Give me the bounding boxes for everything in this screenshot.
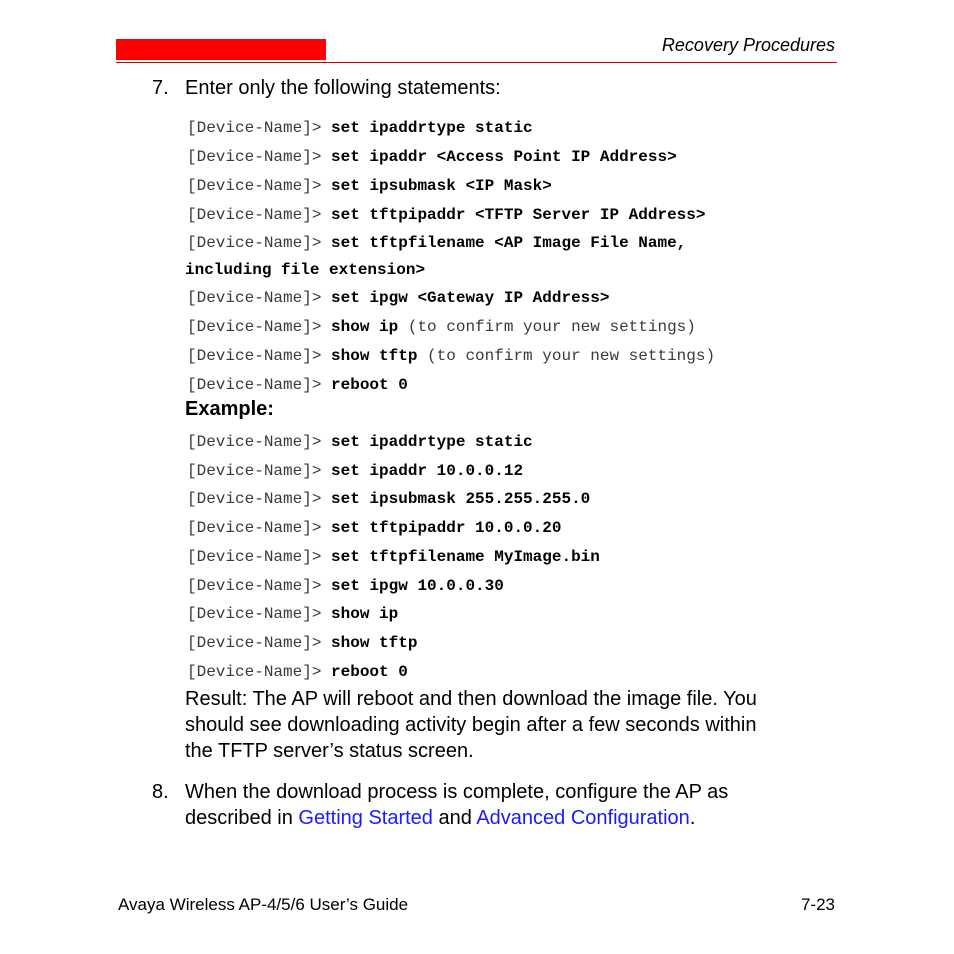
command-prompt: [Device-Name]>: [187, 318, 322, 336]
code-line: [187, 633, 417, 653]
step-8-text: .: [689, 807, 696, 829]
command-text: reboot 0: [321, 376, 408, 394]
command-prompt: [Device-Name]>: [187, 519, 322, 537]
command-comment: (to confirm your new settings): [417, 347, 716, 365]
command-text: show tftp: [321, 634, 418, 652]
step-8-number: 8.: [152, 781, 169, 803]
command-prompt: [Device-Name]>: [187, 206, 322, 224]
command-text: set tftpfilename <AP Image File Name,: [321, 234, 687, 252]
command-text: set ipaddr <Access Point IP Address>: [321, 148, 677, 166]
command-prompt: [Device-Name]>: [187, 462, 322, 480]
code-line: [187, 375, 408, 395]
command-text: set ipsubmask 255.255.255.0: [321, 490, 591, 508]
command-text: set tftpipaddr 10.0.0.20: [321, 519, 562, 537]
code-line: [187, 489, 590, 509]
command-prompt: [Device-Name]>: [187, 177, 322, 195]
code-line: [187, 147, 677, 167]
step-7-number: 7.: [152, 77, 169, 99]
code-line: [187, 432, 533, 452]
command-prompt: [Device-Name]>: [187, 433, 322, 451]
command-text: reboot 0: [321, 663, 408, 681]
command-prompt: [Device-Name]>: [187, 347, 322, 365]
step-7-text: Enter only the following statements:: [185, 77, 501, 99]
code-line: [187, 518, 561, 538]
step-8-line: [185, 805, 835, 831]
command-prompt: [Device-Name]>: [187, 234, 322, 252]
command-prompt: [Device-Name]>: [187, 605, 322, 623]
result-line: the TFTP server’s status screen.: [185, 740, 474, 762]
footer-doc-title: Avaya Wireless AP-4/5/6 User’s Guide: [118, 895, 409, 914]
code-line: [187, 346, 715, 366]
code-line: [187, 233, 686, 280]
command-text: show tftp: [321, 347, 418, 365]
command-prompt: [Device-Name]>: [187, 663, 322, 681]
command-text: show ip: [321, 318, 399, 336]
command-prompt: [Device-Name]>: [187, 148, 322, 166]
step-8-paragraph: [185, 779, 835, 831]
code-line: [187, 604, 398, 624]
code-line: [187, 662, 408, 682]
command-text: show ip: [321, 605, 399, 623]
command-text: set ipgw <Gateway IP Address>: [321, 289, 610, 307]
getting-started-link[interactable]: Getting Started: [298, 807, 433, 829]
result-line: should see downloading activity begin after a few seconds within: [185, 714, 757, 736]
code-line: [187, 461, 523, 481]
command-prompt: [Device-Name]>: [187, 490, 322, 508]
result-paragraph: [185, 686, 835, 764]
command-text: set tftpfilename MyImage.bin: [321, 548, 600, 566]
step-8-text: described in: [185, 807, 299, 829]
command-prompt: [Device-Name]>: [187, 577, 322, 595]
command-text: set ipaddr 10.0.0.12: [321, 462, 524, 480]
code-line: [187, 118, 533, 138]
command-text: set ipgw 10.0.0.30: [321, 577, 504, 595]
code-line: [187, 205, 705, 225]
header-accent-bar: [116, 39, 326, 60]
footer-page-number: 7-23: [800, 895, 835, 914]
command-text: set ipsubmask <IP Mask>: [321, 177, 552, 195]
command-continuation: including file extension>: [185, 261, 426, 279]
code-line: [187, 547, 600, 567]
command-text: set tftpipaddr <TFTP Server IP Address>: [321, 206, 706, 224]
step-8-text: and: [432, 807, 477, 829]
command-prompt: [Device-Name]>: [187, 548, 322, 566]
section-title: Recovery Procedures: [661, 35, 835, 55]
code-line: [187, 176, 552, 196]
command-text: set ipaddrtype static: [321, 119, 533, 137]
command-prompt: [Device-Name]>: [187, 119, 322, 137]
advanced-configuration-link[interactable]: Advanced Configuration: [476, 807, 690, 829]
command-comment: (to confirm your new settings): [398, 318, 696, 336]
command-prompt: [Device-Name]>: [187, 376, 322, 394]
result-line: Result: The AP will reboot and then download the image file. You: [185, 688, 757, 710]
header-rule: [116, 62, 837, 63]
command-prompt: [Device-Name]>: [187, 289, 322, 307]
code-line: [187, 576, 504, 596]
code-line: [187, 317, 696, 337]
command-text: set ipaddrtype static: [321, 433, 533, 451]
code-line: [187, 288, 609, 308]
step-8-line: When the download process is complete, configure the AP as: [185, 781, 729, 803]
example-heading: Example:: [185, 398, 274, 420]
command-prompt: [Device-Name]>: [187, 634, 322, 652]
